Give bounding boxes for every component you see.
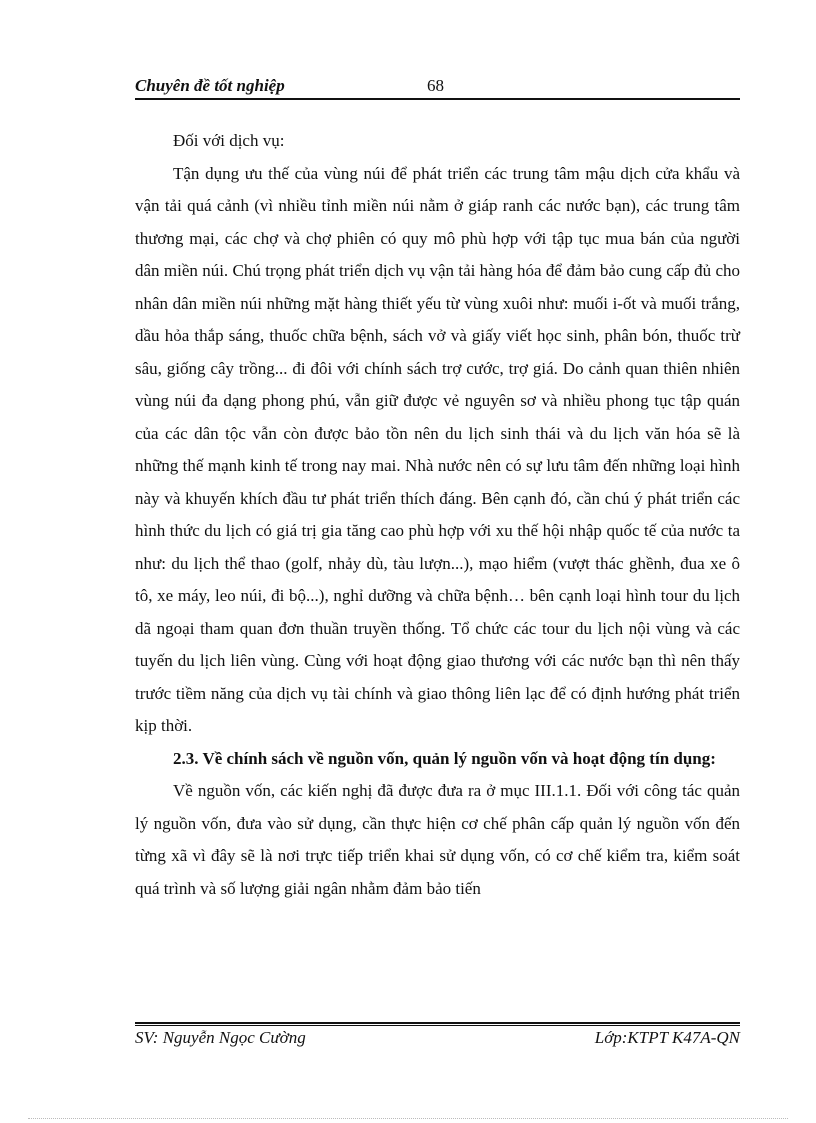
main-content [135,125,740,905]
section-heading: 2.3. Về chính sách về nguồn vốn, quản lý nguồn vốn và hoạt động tín dụng: [173,748,716,768]
footer-student: SV: Nguyễn Ngọc Cường [135,1028,306,1047]
footer-rule-thin [135,1025,740,1026]
header-rule [135,98,740,100]
footer-class: Lớp:KTPT K47A-QN [594,1028,740,1047]
page-header [135,74,740,98]
footer-rule-thick [135,1022,740,1024]
page-bottom-dotted-line [28,1118,788,1119]
paragraph-capital: Về nguồn vốn, các kiến nghị đã được đưa ra ở mục III.1.1. Đối với công tác quản lý nguồn vốn, đưa vào sử dụng, cần thực hiện cơ chế phân cấp quản lý nguồn vốn đến từng xã vì đây sẽ là nơi trực tiếp triển khai sử dụng vốn, có cơ chế kiểm tra, kiểm soát quá trình và số lượng giải ngân nhằm đảm bảo tiến [135,781,740,898]
paragraph-services-intro: Đối với dịch vụ: [173,131,285,150]
page-number: 68 [427,76,444,95]
paragraph-services-body: Tận dụng ưu thế của vùng núi để phát triển các trung tâm mậu dịch cửa khẩu và vận tải quá cảnh (vì nhiều tỉnh miền núi nằm ở giáp ranh các nước bạn), các trung tâm thương mại, các chợ và chợ phiên có quy mô phù hợp với tập tục mua bán của người dân miền núi. Chú trọng phát triển dịch vụ vận tải hàng hóa để đảm bảo cung cấp đủ cho nhân dân miền núi những mặt hàng thiết yếu từ vùng xuôi như: muối i-ốt và muối trắng, dầu hỏa thắp sáng, thuốc chữa bệnh, sách vở và giấy viết học sinh, phân bón, thuốc trừ sâu, giống cây trồng... đi đôi với chính sách trợ cước, trợ giá. Do cảnh quan thiên nhiên vùng núi đa dạng phong phú, vẫn giữ được vẻ nguyên sơ và nhiều phong tục tập quán của các dân tộc vẫn còn được bảo tồn nên du lịch sinh thái và du lịch văn hóa sẽ là những thế mạnh kinh tế trong nay mai. Nhà nước nên có sự lưu tâm đến những loại hình này và khuyến khích đầu tư phát triển thích đáng. Bên cạnh đó, cần chú ý phát triển các hình thức du lịch có giá trị gia tăng cao phù hợp với xu thế hội nhập quốc tế của nước ta như: du lịch thể thao (golf, nhảy dù, tàu lượn...), mạo hiểm (vượt thác ghềnh, đua xe ô tô, xe máy, leo núi, đi bộ...), nghỉ dưỡng và chữa bệnh… bên cạnh loại hình tour du lịch dã ngoại tham quan đơn thuần truyền thống. Tổ chức các tour du lịch nội vùng và các tuyến du lịch liên vùng. Cùng với hoạt động giao thương với các nước bạn thì nên thấy trước tiềm năng của dịch vụ tài chính và giao thông liên lạc để có định hướng phát triển kịp thời. [135,163,740,735]
document-title: Chuyên đề tốt nghiệp [135,76,285,95]
